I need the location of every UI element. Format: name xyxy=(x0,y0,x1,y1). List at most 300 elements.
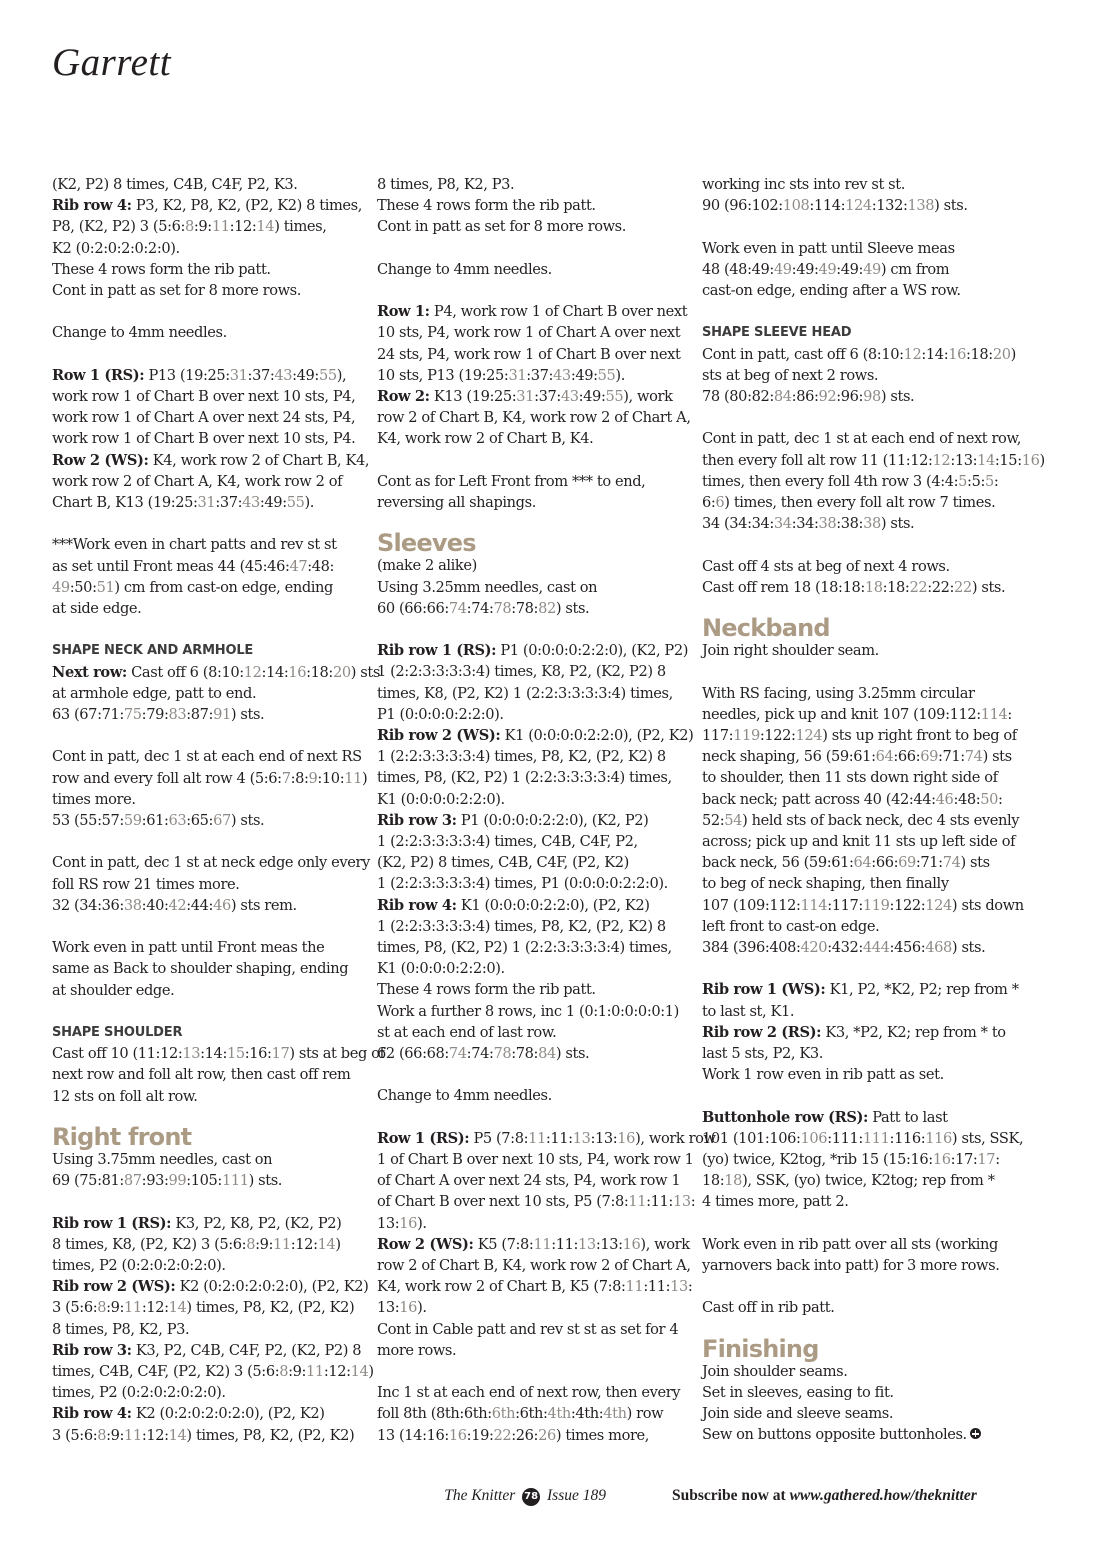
instruction-line xyxy=(377,1022,695,1043)
instruction-line xyxy=(377,1403,695,1424)
instruction-line xyxy=(52,768,370,789)
instruction-text: to last st, K1. xyxy=(702,1002,795,1020)
instruction-text: K13 (19:25: xyxy=(429,388,517,405)
instruction-line xyxy=(377,259,695,280)
instruction-text: P1 (0:0:0:0:2:2:0), (K2, P2) xyxy=(496,642,689,660)
instruction-text: at shoulder edge. xyxy=(52,981,175,999)
instruction-text: 6: xyxy=(702,494,716,511)
instruction-text: times, P8, (K2, P2) 1 (2:2:3:3:3:3:4) times, xyxy=(377,939,672,957)
alt-size-value: 55 xyxy=(318,366,337,384)
instruction-line xyxy=(52,662,380,683)
instruction-text: :40: xyxy=(141,896,169,914)
alt-size-value: 31 xyxy=(197,494,216,512)
instruction-text: :93: xyxy=(141,1172,169,1190)
instruction-text: ) xyxy=(1010,345,1016,363)
instruction-text: ) sts at beg of xyxy=(289,1045,385,1063)
row-label: Rib row 2 (RS): xyxy=(702,1023,822,1041)
instruction-text: (K2, P2) 8 times, C4B, C4F, (P2, K2) xyxy=(377,854,629,872)
instruction-text: next row and foll alt row, then cast off rem xyxy=(52,1066,351,1084)
instruction-text: ***Work even in chart patts and rev st st xyxy=(52,536,337,554)
alt-size-value: 108 xyxy=(782,197,810,215)
instruction-text: K4, work row 2 of Chart B, K4, xyxy=(148,451,370,469)
footer-subscribe xyxy=(672,1487,977,1505)
instruction-text: :432: xyxy=(827,939,863,957)
instruction-text: K2 (0:2:0:2:0:2:0), (P2, K2) xyxy=(175,1278,369,1296)
instruction-text: :61: xyxy=(141,812,169,830)
instruction-line xyxy=(377,344,695,365)
instruction-line xyxy=(52,1213,370,1234)
alt-size-value: 114 xyxy=(980,705,1008,723)
row-label: Rib row 4: xyxy=(52,197,132,215)
instruction-text: Cast off in rib patt. xyxy=(702,1299,835,1317)
alt-size-value: 119 xyxy=(733,726,760,744)
instruction-line xyxy=(702,471,1020,492)
alt-size-value: 11 xyxy=(625,1278,644,1296)
instruction-text: 60 (66:66: xyxy=(377,599,449,617)
instruction-line xyxy=(377,1170,695,1191)
alt-size-value: 31 xyxy=(229,366,248,384)
alt-size-value: 7 xyxy=(281,769,291,787)
alt-size-value: 43 xyxy=(560,388,579,405)
instruction-text: :9: xyxy=(193,218,212,236)
alt-size-value: 78 xyxy=(493,1045,512,1063)
instruction-text: ). xyxy=(615,366,625,384)
instruction-text: Work even in patt until Sleeve meas xyxy=(702,239,955,257)
instruction-text: times, P2 (0:2:0:2:0:2:0). xyxy=(52,1257,226,1274)
column-3 xyxy=(702,174,1045,1467)
instruction-text: 48 (48:49: xyxy=(702,260,774,278)
instruction-line xyxy=(52,280,370,301)
instruction-text: P3, K2, P8, K2, (P2, K2) 8 times, xyxy=(131,197,362,215)
instruction-block xyxy=(702,640,1020,661)
instruction-text: foll RS row 21 times more. xyxy=(52,875,240,893)
instruction-text: :86: xyxy=(791,388,819,405)
alt-size-value: 124 xyxy=(845,197,872,215)
instruction-text: Set in sleeves, easing to fit. xyxy=(702,1384,894,1401)
instruction-text: :34: xyxy=(791,515,819,533)
instruction-text: :9: xyxy=(255,1235,273,1253)
instruction-text: left front to cast-on edge. xyxy=(702,917,880,935)
instruction-line xyxy=(52,1255,370,1276)
instruction-text: :13: xyxy=(590,1129,618,1147)
instruction-line xyxy=(52,238,370,259)
instruction-line xyxy=(702,916,1020,937)
instruction-line xyxy=(702,1128,1024,1149)
instruction-line xyxy=(377,1213,695,1234)
alt-size-value: 6th xyxy=(491,1405,516,1423)
instruction-text: P5 (7:8: xyxy=(469,1129,529,1147)
alt-size-value: 22 xyxy=(493,1426,512,1444)
section-heading: Sleeves xyxy=(377,529,476,558)
instruction-line xyxy=(52,450,370,471)
instruction-text: Cast off 4 sts at beg of next 4 rows. xyxy=(702,557,950,575)
instruction-block xyxy=(377,1085,695,1106)
instruction-text: :14: xyxy=(200,1045,227,1063)
instruction-line xyxy=(377,195,695,216)
alt-size-value: 31 xyxy=(516,388,535,405)
instruction-text: :15: xyxy=(994,451,1022,469)
instruction-line xyxy=(52,1361,374,1382)
instruction-text: :78: xyxy=(511,599,539,617)
instruction-text: times, P8, (K2, P2) 1 (2:2:3:3:3:3:4) times, xyxy=(377,769,672,787)
instruction-line xyxy=(377,1425,695,1446)
instruction-text: :71: xyxy=(937,748,965,766)
instruction-line xyxy=(702,238,1020,259)
alt-size-value: 55 xyxy=(286,494,305,512)
instruction-text: :105: xyxy=(186,1172,222,1190)
instruction-text: 8 times, P8, K2, P3. xyxy=(377,176,515,193)
instruction-text: work row 1 of Chart B over next 10 sts, P4, xyxy=(52,388,356,405)
instruction-text: K5 (7:8: xyxy=(473,1235,534,1253)
alt-size-value: 99 xyxy=(168,1172,187,1190)
alt-size-value: 16 xyxy=(948,345,966,363)
alt-size-value: 14 xyxy=(350,1363,369,1381)
instruction-text: 63 (67:71: xyxy=(52,706,124,724)
instruction-line xyxy=(702,895,1024,916)
instruction-line xyxy=(377,322,695,343)
instruction-line xyxy=(52,534,370,555)
instruction-line xyxy=(377,216,695,237)
footer-magazine-info xyxy=(444,1487,606,1506)
instruction-line xyxy=(52,1297,370,1318)
instruction-text: Join side and sleeve seams. xyxy=(702,1405,894,1423)
alt-size-value: 50 xyxy=(980,790,999,808)
instruction-block xyxy=(52,1213,374,1446)
alt-size-value: 8 xyxy=(97,1426,107,1444)
row-label: Rib row 2 (WS): xyxy=(52,1278,176,1296)
alt-size-value: 124 xyxy=(795,726,823,744)
instruction-line xyxy=(702,1403,1020,1424)
alt-size-value: 5 xyxy=(958,472,968,490)
instruction-text: Cont in patt, cast off 6 (8:10: xyxy=(702,345,904,363)
instruction-text: cast-on edge, ending after a WS row. xyxy=(702,282,961,299)
subscribe-label: Subscribe now at xyxy=(672,1487,786,1504)
instruction-text: :38: xyxy=(836,515,864,533)
instruction-block xyxy=(702,979,1020,1085)
alt-size-value: 14 xyxy=(977,451,995,469)
instruction-text: K1 (0:0:0:0:2:2:0). xyxy=(377,960,505,978)
instruction-block xyxy=(702,174,1020,216)
alt-size-value: 43 xyxy=(274,366,293,384)
alt-size-value: 91 xyxy=(213,706,231,724)
instruction-text: at armhole edge, patt to end. xyxy=(52,684,257,702)
alt-size-value: 11 xyxy=(306,1363,324,1381)
instruction-text: across; pick up and knit 11 sts up left side of xyxy=(702,833,1016,850)
instruction-text: :66: xyxy=(871,854,899,872)
alt-size-value: 55 xyxy=(597,366,616,384)
instruction-text: K4, work row 2 of Chart B, K4. xyxy=(377,430,594,448)
instruction-text: times more. xyxy=(52,790,136,808)
instruction-text: :12: xyxy=(323,1363,351,1381)
alt-size-value: 38 xyxy=(123,896,142,914)
alt-size-value: 124 xyxy=(925,896,952,914)
instruction-block xyxy=(702,1234,1020,1276)
instruction-line xyxy=(377,1128,716,1149)
alt-size-value: 69 xyxy=(898,854,916,872)
instruction-text: :16: xyxy=(244,1045,272,1063)
alt-size-value: 4th xyxy=(547,1405,571,1423)
instruction-line xyxy=(377,958,695,979)
instruction-text: work row 2 of Chart A, K4, work row 2 of xyxy=(52,472,343,490)
instruction-line xyxy=(52,471,370,492)
alt-size-value: 64 xyxy=(875,748,894,766)
instruction-text: ) sts. xyxy=(951,939,986,957)
instruction-line xyxy=(702,1043,1020,1064)
instruction-line xyxy=(52,1382,370,1403)
instruction-text: then every foll alt row 11 (11:12: xyxy=(702,451,933,469)
instruction-line xyxy=(377,471,695,492)
instruction-text: (K2, P2) 8 times, C4B, C4F, P2, K3. xyxy=(52,176,298,193)
instruction-text: 3 (5:6: xyxy=(52,1426,98,1444)
row-label: Rib row 1 (RS): xyxy=(52,1214,172,1232)
instruction-line xyxy=(52,577,370,598)
instruction-text: Cont in patt as set for 8 more rows. xyxy=(377,218,627,236)
instruction-line xyxy=(52,428,370,449)
instruction-text: ). xyxy=(417,1299,427,1317)
alt-size-value: 74 xyxy=(448,599,467,617)
instruction-text: P8, (K2, P2) 3 (5:6: xyxy=(52,218,185,236)
subscribe-link[interactable]: www.gathered.how/theknitter xyxy=(789,1487,977,1504)
alt-size-value: 46 xyxy=(935,790,954,808)
alt-size-value: 20 xyxy=(332,663,351,681)
instruction-line xyxy=(377,1319,695,1340)
instruction-text: :12: xyxy=(141,1299,169,1317)
instruction-text: 90 (96:102: xyxy=(702,197,783,215)
row-label: Rib row 4: xyxy=(377,896,457,914)
instruction-text: 1 (2:2:3:3:3:3:4) times, C4B, C4F, P2, xyxy=(377,833,638,851)
instruction-block xyxy=(52,852,370,916)
issue-number: Issue 189 xyxy=(547,1487,606,1504)
alt-size-value: 26 xyxy=(538,1426,556,1444)
instruction-line xyxy=(702,725,1020,746)
instruction-line xyxy=(377,407,695,428)
instruction-text: ) sts. xyxy=(934,197,968,215)
alt-size-value: 13 xyxy=(572,1129,591,1147)
instruction-text: Change to 4mm needles. xyxy=(377,260,552,278)
instruction-block xyxy=(377,471,695,513)
instruction-text: ) sts. xyxy=(555,599,590,617)
instruction-line xyxy=(702,704,1020,725)
instruction-text: back neck; patt across 40 (42:44: xyxy=(702,790,936,808)
instruction-text: ) sts xyxy=(350,663,380,681)
alt-size-value: 11 xyxy=(528,1129,546,1147)
instruction-line xyxy=(702,386,1020,407)
alt-size-value: 75 xyxy=(123,706,142,724)
instruction-text: These 4 rows form the rib patt. xyxy=(52,260,271,278)
instruction-line xyxy=(377,174,695,195)
alt-size-value: 13 xyxy=(578,1235,596,1253)
row-label: Row 1: xyxy=(377,303,430,321)
instruction-text: P4, work row 1 of Chart B over next xyxy=(429,303,688,321)
alt-size-value: 64 xyxy=(853,854,872,872)
instruction-text: :18: xyxy=(306,663,333,681)
instruction-text: :18: xyxy=(882,578,910,596)
instruction-line xyxy=(377,661,695,682)
instruction-text: : xyxy=(687,1278,693,1296)
instruction-text: Cont in Cable patt and rev st st as set for 4 xyxy=(377,1320,679,1338)
row-label: Row 1 (RS): xyxy=(52,366,145,384)
instruction-line xyxy=(52,1425,370,1446)
alt-size-value: 54 xyxy=(724,811,743,829)
page-number: 78 xyxy=(522,1488,540,1506)
alt-size-value: 74 xyxy=(964,748,983,766)
instruction-line xyxy=(377,640,695,661)
instruction-text: K2 (0:2:0:2:0:2:0), (P2, K2) xyxy=(131,1405,325,1423)
row-label: Row 2 (WS): xyxy=(52,451,149,469)
alt-size-value: 16 xyxy=(932,1151,951,1169)
instruction-block xyxy=(52,746,370,831)
instruction-text: :5: xyxy=(967,472,985,490)
instruction-text: 12 sts on foll alt row. xyxy=(52,1087,198,1105)
instruction-text: : xyxy=(993,472,999,490)
alt-size-value: 49 xyxy=(773,260,792,278)
alt-size-value: 78 xyxy=(493,599,512,617)
instruction-line xyxy=(377,1085,695,1106)
instruction-text: K4, work row 2 of Chart B, K5 (7:8: xyxy=(377,1278,626,1296)
instruction-text: ) xyxy=(335,1235,341,1253)
instruction-text: :10: xyxy=(317,769,345,787)
instruction-text: :11: xyxy=(545,1129,573,1147)
instruction-text: Inc 1 st at each end of next row, then every xyxy=(377,1384,681,1402)
alt-size-value: 8 xyxy=(97,1299,107,1317)
instruction-text: Patt to last xyxy=(867,1108,948,1126)
instruction-text: :122: xyxy=(889,896,926,914)
alt-size-value: 49 xyxy=(52,578,70,596)
instruction-text: ) sts xyxy=(982,748,1012,766)
instruction-line xyxy=(52,1234,370,1255)
alt-size-value: 12 xyxy=(903,345,922,363)
instruction-line xyxy=(377,831,695,852)
instruction-line xyxy=(52,704,370,725)
instruction-block xyxy=(52,1043,385,1107)
instruction-text: :44: xyxy=(186,896,214,914)
instruction-text: : xyxy=(995,1151,1000,1169)
instruction-text: :13: xyxy=(950,451,978,469)
instruction-text: :66: xyxy=(893,748,921,766)
instruction-text: ) sts, SSK, xyxy=(951,1129,1024,1147)
instruction-line xyxy=(702,1255,1020,1276)
instruction-text: ) sts. xyxy=(230,812,265,830)
instruction-text: sts at beg of next 2 rows. xyxy=(702,366,879,384)
instruction-text: :117: xyxy=(827,896,863,914)
section-heading: Finishing xyxy=(702,1334,819,1363)
alt-size-value: 49 xyxy=(863,260,881,278)
alt-size-value: 49 xyxy=(818,260,837,278)
instruction-line xyxy=(702,937,1020,958)
instruction-line xyxy=(377,1382,695,1403)
instruction-text: ) times, then every foll alt row 7 times. xyxy=(724,494,996,511)
instruction-line xyxy=(702,174,1020,195)
alt-size-value: 9 xyxy=(308,769,318,787)
instruction-text: ), xyxy=(336,366,347,384)
alt-size-value: 43 xyxy=(553,366,571,384)
row-label: Row 1 (RS): xyxy=(377,1129,470,1147)
instruction-text: K1 (0:0:0:0:2:2:0), (P2, K2) xyxy=(456,896,650,914)
instruction-line xyxy=(377,301,695,322)
alt-size-value: 13 xyxy=(670,1278,688,1296)
instruction-text: :114: xyxy=(809,197,846,215)
instruction-line xyxy=(702,365,1020,386)
instruction-text: :87: xyxy=(186,706,214,724)
instruction-text: :49: xyxy=(259,494,287,512)
instruction-block xyxy=(377,555,695,619)
instruction-text: :17: xyxy=(950,1151,978,1169)
instruction-text: :49: xyxy=(836,260,864,278)
alt-size-value: 11 xyxy=(124,1426,142,1444)
instruction-text: Cont in patt, dec 1 st at neck edge only every xyxy=(52,854,370,872)
instruction-text: ) sts down xyxy=(951,896,1024,914)
instruction-text: :26: xyxy=(511,1426,539,1444)
instruction-line xyxy=(702,1191,1020,1212)
instruction-text: last 5 sts, P2, K3. xyxy=(702,1045,824,1063)
instruction-line xyxy=(377,725,695,746)
row-label: Row 2 (WS): xyxy=(377,1235,474,1253)
instruction-text: P13 (19:25: xyxy=(144,366,230,384)
instruction-text: row 2 of Chart B, K4, work row 2 of Chart A, xyxy=(377,1257,691,1275)
instruction-text: :48: xyxy=(307,557,335,575)
instruction-line xyxy=(702,767,1020,788)
instruction-line xyxy=(52,958,370,979)
alt-size-value: 69 xyxy=(920,748,938,766)
instruction-text: 101 (101:106: xyxy=(702,1129,801,1147)
alt-size-value: 84 xyxy=(773,388,792,405)
alt-size-value: 17 xyxy=(977,1151,996,1169)
instruction-line xyxy=(52,492,370,513)
instruction-text: ) sts xyxy=(960,854,990,872)
instruction-text: :122: xyxy=(759,726,796,744)
instruction-text: row 2 of Chart B, K4, work row 2 of Chart A, xyxy=(377,409,691,427)
instruction-line xyxy=(377,1234,695,1255)
instruction-text: ) sts. xyxy=(555,1045,590,1063)
instruction-text: 1 (2:2:3:3:3:3:4) times, P8, K2, (P2, K2) 8 xyxy=(377,748,666,766)
instruction-line xyxy=(702,640,1020,661)
instruction-line xyxy=(377,937,695,958)
instruction-text: :4th: xyxy=(570,1405,604,1423)
alt-size-value: 420 xyxy=(800,939,828,957)
instruction-text: K1, P2, *K2, P2; rep from * xyxy=(825,981,1019,999)
instruction-line xyxy=(702,280,1020,301)
alt-size-value: 16 xyxy=(448,1426,467,1444)
instruction-text: :65: xyxy=(186,812,214,830)
instruction-text: ) sts rem. xyxy=(230,896,297,914)
instruction-line xyxy=(377,1149,695,1170)
alt-size-value: 67 xyxy=(213,812,231,830)
instruction-text: to shoulder, then 11 sts down right side of xyxy=(702,769,998,787)
instruction-text: :12: xyxy=(229,218,257,236)
instruction-text: :11: xyxy=(646,1193,673,1211)
alt-size-value: 14 xyxy=(317,1235,336,1253)
instruction-block xyxy=(377,1382,695,1446)
instruction-text: Work even in rib patt over all sts (working xyxy=(702,1235,998,1253)
instruction-text: :11: xyxy=(551,1235,579,1253)
alt-size-value: 16 xyxy=(288,663,307,681)
instruction-line xyxy=(702,450,1045,471)
instruction-line xyxy=(702,810,1020,831)
instruction-line xyxy=(52,556,370,577)
instruction-line xyxy=(52,386,370,407)
instruction-line xyxy=(377,386,695,407)
instruction-text: Work even in patt until Front meas the xyxy=(52,939,325,957)
instruction-text: ) cm from xyxy=(880,260,950,278)
instruction-text: Using 3.75mm needles, cast on xyxy=(52,1151,273,1168)
instruction-text: ), work xyxy=(640,1235,690,1253)
instruction-block xyxy=(702,556,1020,598)
alt-size-value: 13 xyxy=(182,1045,201,1063)
row-label: Buttonhole row (RS): xyxy=(702,1108,868,1126)
instruction-text: P1 (0:0:0:0:2:2:0), (K2, P2) xyxy=(456,811,649,829)
alt-size-value: 12 xyxy=(932,451,951,469)
alt-size-value: 18 xyxy=(864,578,883,596)
